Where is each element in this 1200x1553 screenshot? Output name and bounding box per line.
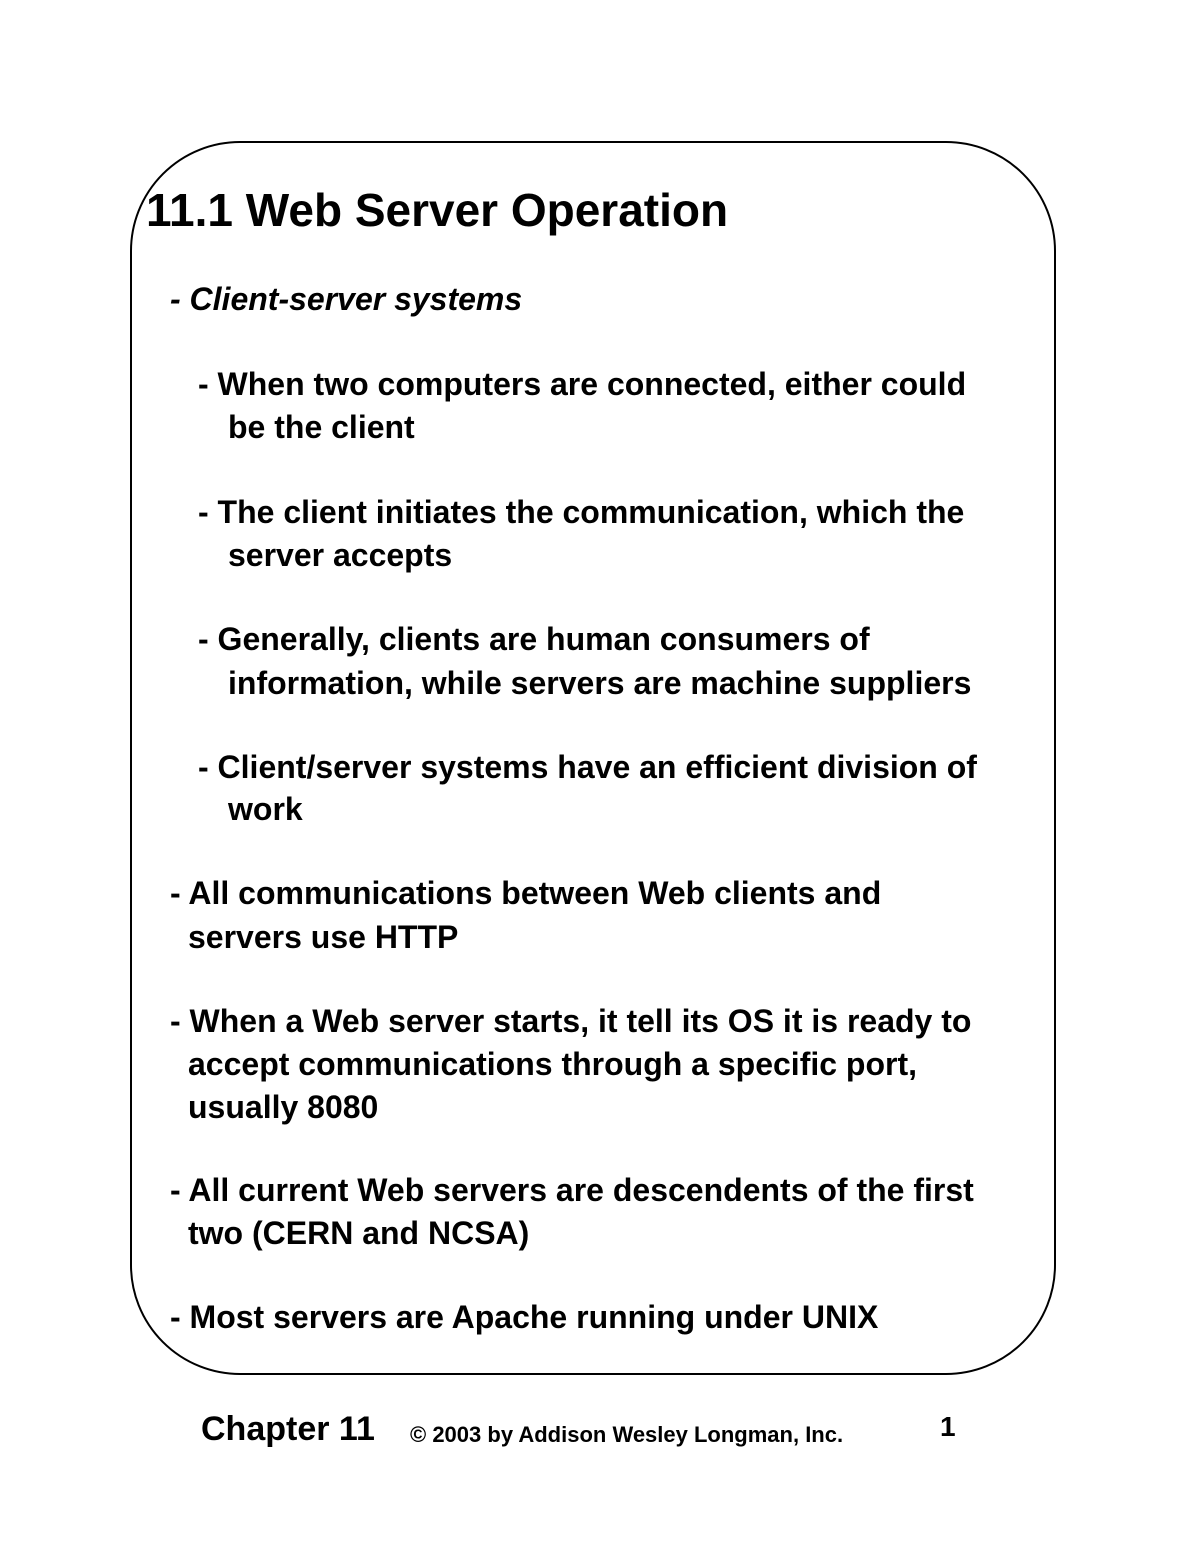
- bullet-line: accept communications through a specific port,: [188, 1046, 918, 1082]
- bullet-line: servers use HTTP: [188, 919, 459, 955]
- footer-chapter: Chapter 11: [201, 1410, 375, 1448]
- footer-copyright: © 2003 by Addison Wesley Longman, Inc.: [410, 1422, 844, 1447]
- bullet-line: - Most servers are Apache running under UNIX: [170, 1299, 879, 1335]
- bullet-line: - When a Web server starts, it tell its OS it is ready to: [170, 1003, 972, 1039]
- sub-bullet-line: - Generally, clients are human consumers of: [198, 621, 870, 657]
- bullet-line: - All communications between Web clients and: [170, 875, 882, 911]
- sub-bullet-line: - When two computers are connected, either could: [198, 366, 967, 402]
- sub-bullet-line: work: [228, 791, 303, 827]
- bullet-client-server-systems: - Client-server systems: [170, 281, 523, 317]
- sub-bullet-line: - The client initiates the communication, which the: [198, 494, 965, 530]
- bullet-line: - All current Web servers are descendents of the first: [170, 1172, 974, 1208]
- sub-bullet-line: be the client: [228, 409, 415, 445]
- slide-title: 11.1 Web Server Operation: [146, 184, 729, 236]
- bullet-line: usually 8080: [188, 1089, 379, 1125]
- sub-bullet-line: server accepts: [228, 537, 453, 573]
- footer-page-number: 1: [940, 1411, 956, 1442]
- bullet-line: two (CERN and NCSA): [188, 1215, 530, 1251]
- sub-bullet-line: - Client/server systems have an efficient division of: [198, 749, 977, 785]
- sub-bullet-line: information, while servers are machine suppliers: [228, 665, 972, 701]
